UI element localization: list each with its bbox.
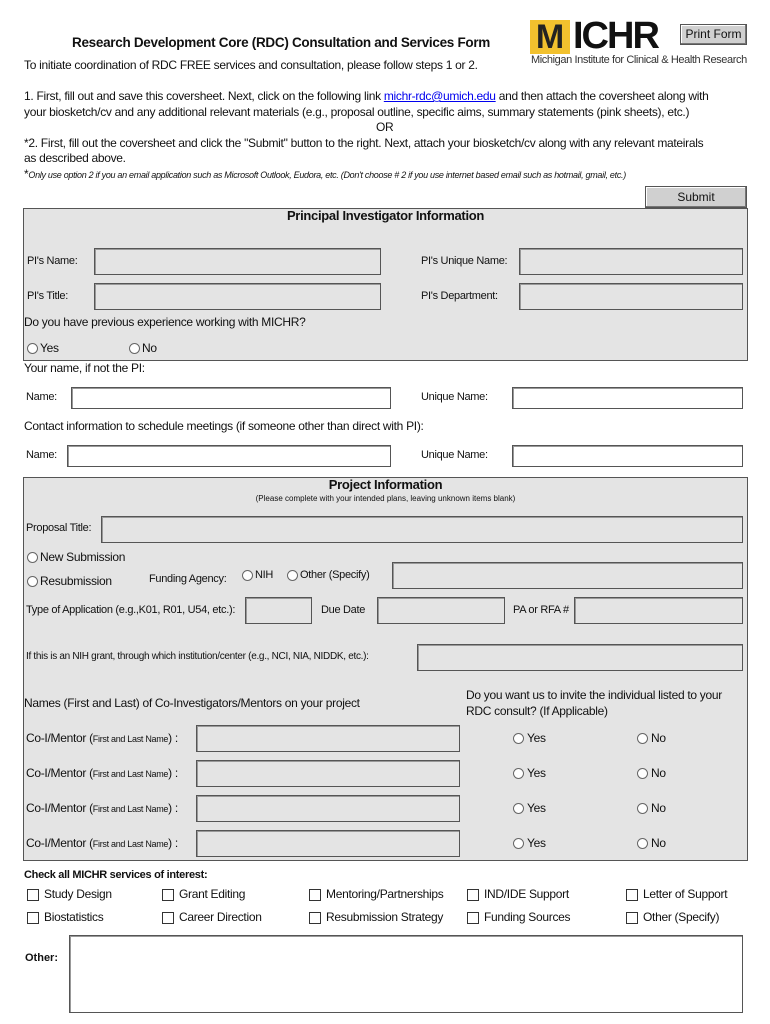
coi-label-text: Co-I/Mentor ( [26,801,93,815]
pi-title-field[interactable] [94,283,381,310]
other-label: Other: [25,952,58,964]
invite-yes-label: Yes [527,801,546,815]
experience-question: Do you have previous experience working with MICHR? [24,315,306,329]
pi-unique-name-field[interactable] [519,248,743,275]
new-submission-label: New Submission [40,550,126,564]
pi-name-field[interactable] [94,248,381,275]
pa-rfa-label: PA or RFA # [513,604,569,616]
your-name-field[interactable] [71,387,391,409]
invite-no-radio[interactable] [637,838,648,849]
resubmission-strategy-label: Resubmission Strategy [326,910,444,924]
other-agency-label: Other (Specify) [300,569,370,581]
experience-yes-radio[interactable] [27,343,38,354]
invite-no-label: No [651,836,666,850]
invite-yes-radio[interactable] [513,768,524,779]
other-agency-radio[interactable] [287,570,298,581]
invite-yes-label: Yes [527,836,546,850]
other-agency-field[interactable] [392,562,743,589]
ind-ide-checkbox[interactable] [467,889,479,901]
note-star: * [24,167,29,181]
coi-name-field[interactable] [196,795,460,822]
contact-unique-name-label: Unique Name: [421,449,488,461]
contact-unique-name-field[interactable] [512,445,743,467]
coi-label [26,801,178,815]
type-application-label: Type of Application (e.g.,K01, R01, U54, etc.): [26,604,236,616]
pi-unique-name-label: PI's Unique Name: [421,255,508,267]
experience-no-radio[interactable] [129,343,140,354]
invite-question: Do you want us to invite the individual listed to your [466,688,722,702]
nih-radio[interactable] [242,570,253,581]
other-service-checkbox[interactable] [626,912,638,924]
name-label: Name: [26,391,57,403]
or-text: OR [376,120,394,134]
grant-editing-label: Grant Editing [179,887,246,901]
invite-no-radio[interactable] [637,733,648,744]
coi-label-end: ) : [168,731,178,745]
nih-institution-label: If this is an NIH grant, through which institution/center (e.g., NCI, NIA, NIDDK, etc.): [26,651,369,662]
step2-text-cont: as described above. [24,151,126,165]
note-text: Only use option 2 if you an email application such as Microsoft Outlook, Eudora, etc. (Don't choose # 2 if you use internet based email such as hotmail, gmail, etc.) [28,170,626,180]
option2-note [24,167,626,181]
pi-department-label: PI's Department: [421,290,498,302]
type-application-field[interactable] [245,597,312,624]
coi-label-text: Co-I/Mentor ( [26,731,93,745]
new-submission-radio[interactable] [27,552,38,563]
coi-label [26,731,178,745]
proposal-title-field[interactable] [101,516,743,543]
coi-label-text: Co-I/Mentor ( [26,836,93,850]
invite-yes-label: Yes [527,731,546,745]
your-name-heading: Your name, if not the PI: [24,361,145,375]
coi-label [26,766,178,780]
pi-heading: Principal Investigator Information [286,208,485,223]
step1-text [24,89,709,103]
mentoring-label: Mentoring/Partnerships [326,887,444,901]
invite-no-radio[interactable] [637,768,648,779]
step1-part: 1. First, fill out and save this coversheet. Next, click on the following link [24,89,384,103]
ind-ide-label: IND/IDE Support [484,887,569,901]
coi-label-small: First and Last Name [92,734,169,744]
michr-logo-subtitle: Michigan Institute for Clinical & Health Research [531,54,747,66]
funding-agency-label: Funding Agency: [149,573,227,585]
biostatistics-checkbox[interactable] [27,912,39,924]
nih-label: NIH [255,569,274,581]
coi-label [26,836,178,850]
coi-label-small: First and Last Name [92,804,169,814]
michr-logo-m: M [530,20,570,54]
contact-heading: Contact information to schedule meetings (if someone other than direct with PI): [24,419,424,433]
your-unique-name-field[interactable] [512,387,743,409]
pi-department-field[interactable] [519,283,743,310]
coi-label-text: Co-I/Mentor ( [26,766,93,780]
experience-no-label: No [142,341,157,355]
coi-name-field[interactable] [196,830,460,857]
resubmission-label: Resubmission [40,574,112,588]
contact-name-label: Name: [26,449,57,461]
step2-text: *2. First, fill out the coversheet and click the "Submit" button to the right. Next, attach your biosketch/cv along with any relevant mateirals [24,136,704,150]
step1-text-cont: your biosketch/cv and any additional relevant materials (e.g., proposal outline, specific aims, summary statements (pink sheets), etc.) [24,105,690,119]
invite-yes-radio[interactable] [513,838,524,849]
invite-yes-radio[interactable] [513,803,524,814]
pi-title-label: PI's Title: [27,290,68,302]
invite-yes-label: Yes [527,766,546,780]
pa-rfa-field[interactable] [574,597,743,624]
career-direction-checkbox[interactable] [162,912,174,924]
coi-label-small: First and Last Name [92,769,169,779]
pi-name-label: PI's Name: [27,255,78,267]
letter-support-checkbox[interactable] [626,889,638,901]
form-title: Research Development Core (RDC) Consultation and Services Form [72,35,491,50]
funding-sources-checkbox[interactable] [467,912,479,924]
services-heading: Check all MICHR services of interest: [24,869,208,881]
project-subheading: (Please complete with your intended plans, leaving unknown items blank) [255,494,516,503]
mentoring-checkbox[interactable] [309,889,321,901]
invite-question-cont: RDC consult? (If Applicable) [466,704,608,718]
resubmission-radio[interactable] [27,576,38,587]
contact-name-field[interactable] [67,445,391,467]
intro-text: To initiate coordination of RDC FREE services and consultation, please follow steps 1 or 2. [24,58,478,72]
coi-name-field[interactable] [196,760,460,787]
career-direction-label: Career Direction [179,910,262,924]
email-link[interactable]: michr-rdc@umich.edu [383,89,496,103]
letter-support-label: Letter of Support [643,887,728,901]
coi-label-end: ) : [168,836,178,850]
project-heading: Project Information [328,477,443,492]
invite-no-label: No [651,766,666,780]
study-design-label: Study Design [44,887,112,901]
coi-heading: Names (First and Last) of Co-Investigators/Mentors on your project [24,696,360,710]
coi-label-end: ) : [168,801,178,815]
invite-no-radio[interactable] [637,803,648,814]
michr-logo-text: ICHR [573,15,658,57]
biostatistics-label: Biostatistics [44,910,104,924]
nih-institution-field[interactable] [417,644,743,671]
invite-no-label: No [651,801,666,815]
study-design-checkbox[interactable] [27,889,39,901]
resubmission-strategy-checkbox[interactable] [309,912,321,924]
coi-label-small: First and Last Name [92,839,169,849]
experience-yes-label: Yes [40,341,59,355]
unique-name-label: Unique Name: [421,391,488,403]
coi-name-field[interactable] [196,725,460,752]
step1-part: and then attach the coversheet along with [495,89,709,103]
invite-no-label: No [651,731,666,745]
due-date-field[interactable] [377,597,505,624]
other-service-label: Other (Specify) [643,910,720,924]
funding-sources-label: Funding Sources [484,910,571,924]
proposal-title-label: Proposal Title: [26,522,92,534]
invite-yes-radio[interactable] [513,733,524,744]
coi-label-end: ) : [168,766,178,780]
submit-button[interactable]: Submit [645,186,747,208]
grant-editing-checkbox[interactable] [162,889,174,901]
due-date-label: Due Date [321,604,366,616]
print-form-button[interactable]: Print Form [680,24,747,45]
other-textarea[interactable] [69,935,743,1013]
